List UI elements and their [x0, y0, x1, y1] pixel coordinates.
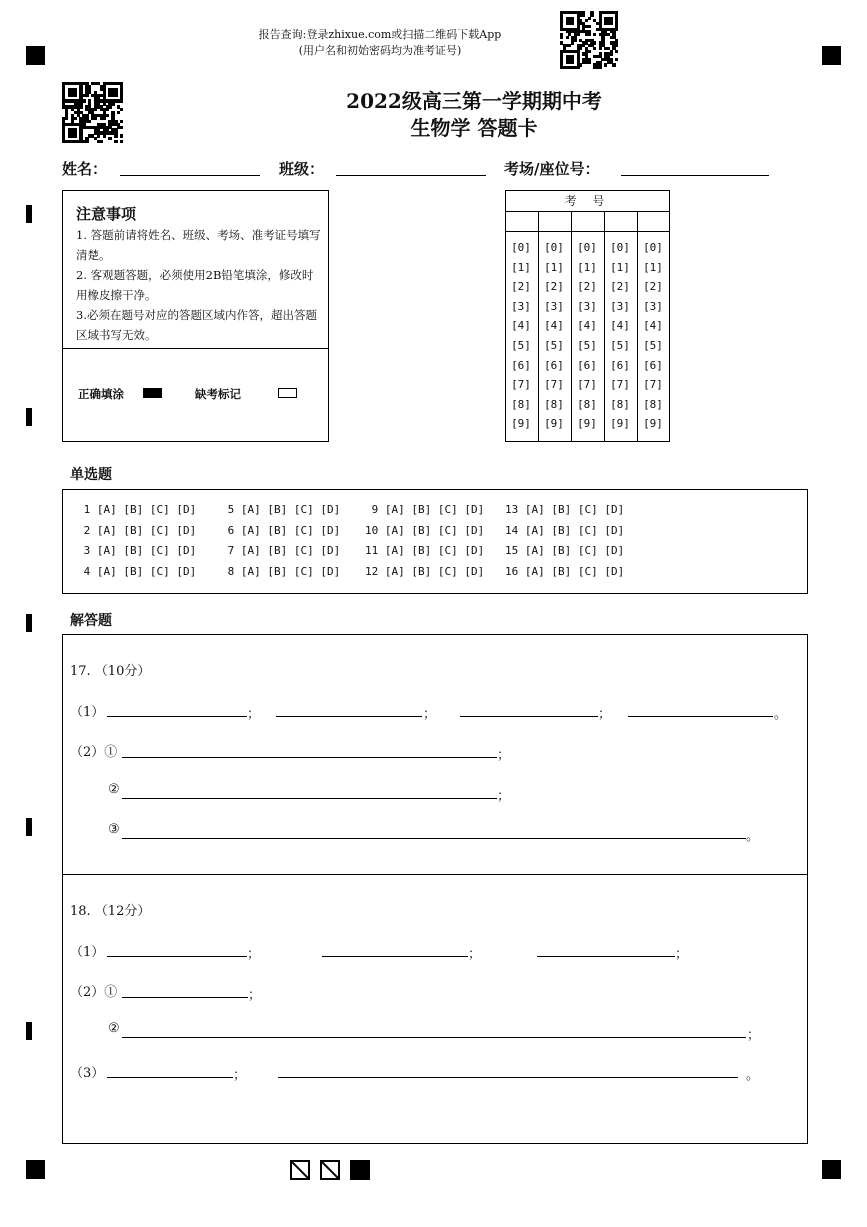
grid-line — [506, 211, 669, 212]
exam-digit-bubble[interactable]: [3] — [643, 299, 663, 313]
absent-mark-label: 缺考标记 — [195, 387, 241, 401]
name-field[interactable] — [120, 175, 260, 176]
q18-2-blank-2[interactable] — [122, 1037, 746, 1038]
exam-digit-bubble[interactable]: [3] — [577, 299, 597, 313]
absent-mark-checkbox[interactable] — [278, 388, 297, 398]
semicolon: ； — [248, 988, 262, 1003]
page-marker-box-crossed — [290, 1160, 310, 1180]
exam-digit-bubble[interactable]: [8] — [610, 397, 630, 411]
subject-title: 生物学 答题卡 — [410, 116, 538, 140]
single-choice-title: 单选题 — [70, 467, 112, 483]
exam-digit-bubble[interactable]: [2] — [544, 280, 564, 294]
question-divider — [62, 874, 808, 875]
exam-digit-bubble[interactable]: [4] — [511, 319, 531, 333]
exam-digit-bubble[interactable]: [3] — [610, 299, 630, 313]
q18-part2-label: （2）① — [70, 985, 118, 1000]
semicolon: ； — [675, 947, 689, 962]
registration-mark-top-left — [26, 46, 45, 65]
exam-digit-bubble[interactable]: [6] — [643, 358, 663, 372]
q17-1-blank-c[interactable] — [460, 716, 598, 717]
choice-item-2[interactable]: 2 [A] [B] [C] [D] — [77, 524, 197, 537]
class-field[interactable] — [336, 175, 486, 176]
exam-digit-bubble[interactable]: [8] — [511, 397, 531, 411]
choice-item-5[interactable]: 5 [A] [B] [C] [D] — [221, 503, 341, 516]
notes-item: 2. 客观题答题，必须使用2B铅笔填涂，修改时用橡皮擦干净。 — [76, 268, 314, 302]
qr-code-icon — [62, 82, 123, 143]
exam-digit-bubble[interactable]: [4] — [577, 319, 597, 333]
exam-digit-bubble[interactable]: [7] — [643, 378, 663, 392]
exam-digit-column[interactable] — [637, 238, 669, 434]
q18-1-blank-b[interactable] — [322, 956, 468, 957]
semicolon: ； — [247, 707, 261, 722]
exam-digit-bubble[interactable]: [1] — [610, 260, 630, 274]
exam-digit-column[interactable] — [571, 238, 603, 434]
seat-field[interactable] — [621, 175, 769, 176]
choice-item-9[interactable]: 9 [A] [B] [C] [D] — [365, 503, 485, 516]
correct-fill-sample — [143, 388, 162, 398]
q18-1-blank-c[interactable] — [537, 956, 675, 957]
exam-digit-bubble[interactable]: [7] — [544, 378, 564, 392]
exam-digit-bubble[interactable]: [1] — [643, 260, 663, 274]
q18-header: 18. （12分） — [70, 904, 151, 919]
answers-title: 解答题 — [70, 613, 112, 629]
q17-circle-2: ② — [108, 782, 120, 797]
q18-2-blank-1[interactable] — [122, 997, 248, 998]
name-label: 姓名： — [62, 160, 108, 178]
grid-line — [506, 231, 669, 232]
exam-digit-bubble[interactable]: [6] — [577, 358, 597, 372]
exam-digit-column[interactable] — [604, 238, 636, 434]
registration-mark-bottom-right — [822, 1160, 841, 1179]
exam-digit-bubble[interactable]: [9] — [610, 417, 630, 431]
choice-item-14[interactable]: 14 [A] [B] [C] [D] — [505, 524, 625, 537]
q18-part3-label: （3） — [70, 1066, 105, 1081]
exam-digit-bubble[interactable]: [9] — [511, 417, 531, 431]
choice-item-13[interactable]: 13 [A] [B] [C] [D] — [505, 503, 625, 516]
q17-2-blank-2[interactable] — [122, 798, 497, 799]
choice-item-7[interactable]: 7 [A] [B] [C] [D] — [221, 544, 341, 557]
registration-mark-bottom-left — [26, 1160, 45, 1179]
exam-digit-bubble[interactable]: [2] — [610, 280, 630, 294]
q17-1-blank-a[interactable] — [107, 716, 247, 717]
choice-item-15[interactable]: 15 [A] [B] [C] [D] — [505, 544, 625, 557]
exam-digit-bubble[interactable]: [7] — [511, 378, 531, 392]
exam-digit-bubble[interactable]: [1] — [577, 260, 597, 274]
exam-digit-bubble[interactable]: [0] — [610, 241, 630, 254]
semicolon: ； — [497, 748, 511, 763]
q17-part2-label: （2）① — [70, 745, 118, 760]
q18-part1-label: （1） — [70, 945, 105, 960]
exam-digit-bubble[interactable]: [0] — [577, 241, 597, 254]
timing-mark — [26, 1022, 32, 1040]
exam-digit-bubble[interactable]: [8] — [577, 397, 597, 411]
choice-item-12[interactable]: 12 [A] [B] [C] [D] — [365, 565, 485, 578]
semicolon: ； — [598, 707, 612, 722]
exam-digit-bubble[interactable]: [0] — [544, 241, 564, 254]
exam-digit-column[interactable] — [505, 238, 537, 434]
registration-mark-top-right — [822, 46, 841, 65]
q17-1-blank-d[interactable] — [628, 716, 773, 717]
q18-3-blank-a[interactable] — [107, 1077, 233, 1078]
exam-digit-bubble[interactable]: [5] — [544, 338, 564, 352]
semicolon: ； — [468, 947, 482, 962]
exam-digit-bubble[interactable]: [0] — [511, 241, 531, 254]
exam-digit-bubble[interactable]: [8] — [643, 397, 663, 411]
notes-item: 3.必须在题号对应的答题区域内作答，超出答题区域书写无效。 — [76, 308, 317, 342]
semicolon: ； — [233, 1068, 247, 1083]
correct-fill-label: 正确填涂 — [78, 387, 124, 401]
exam-digit-bubble[interactable]: [3] — [544, 299, 564, 313]
choice-item-10[interactable]: 10 [A] [B] [C] [D] — [365, 524, 485, 537]
notes-divider — [63, 348, 328, 349]
timing-mark — [26, 408, 32, 426]
q17-1-blank-b[interactable] — [276, 716, 422, 717]
exam-digit-bubble[interactable]: [2] — [643, 280, 663, 294]
timing-mark — [26, 818, 32, 836]
choice-item-3[interactable]: 3 [A] [B] [C] [D] — [77, 544, 197, 557]
exam-digit-bubble[interactable]: [6] — [610, 358, 630, 372]
exam-digit-bubble[interactable]: [6] — [511, 358, 531, 372]
timing-mark — [26, 205, 32, 223]
q18-1-blank-a[interactable] — [107, 956, 247, 957]
period: 。 — [774, 707, 788, 722]
semicolon: ； — [423, 707, 437, 722]
q18-circle-2: ② — [108, 1021, 120, 1036]
q18-3-blank-b[interactable] — [278, 1077, 738, 1078]
timing-mark — [26, 614, 32, 632]
exam-digit-bubble[interactable]: [8] — [544, 397, 564, 411]
exam-digit-bubble[interactable]: [6] — [544, 358, 564, 372]
q17-header: 17. （10分） — [70, 664, 151, 679]
exam-digit-bubble[interactable]: [5] — [511, 338, 531, 352]
exam-digit-bubble[interactable]: [1] — [511, 260, 531, 274]
exam-digit-bubble[interactable]: [2] — [511, 280, 531, 294]
page-marker-box-crossed — [320, 1160, 340, 1180]
semicolon: ； — [497, 789, 511, 804]
exam-digit-bubble[interactable]: [7] — [577, 378, 597, 392]
choice-item-8[interactable]: 8 [A] [B] [C] [D] — [221, 565, 341, 578]
exam-digit-bubble[interactable]: [5] — [643, 338, 663, 352]
exam-digit-bubble[interactable]: [3] — [511, 299, 531, 313]
notes-box — [62, 190, 329, 442]
choice-item-11[interactable]: 11 [A] [B] [C] [D] — [365, 544, 485, 557]
exam-digit-bubble[interactable]: [4] — [544, 319, 564, 333]
notes-item: 1. 答题前请将姓名、班级、考场、准考证号填写清楚。 — [76, 228, 321, 262]
exam-digit-bubble[interactable]: [9] — [643, 417, 663, 431]
report-login-hint: (用户名和初始密码均为准考证号) — [298, 44, 462, 57]
q17-2-blank-3[interactable] — [122, 838, 746, 839]
exam-digit-bubble[interactable]: [4] — [643, 319, 663, 333]
choice-item-6[interactable]: 6 [A] [B] [C] [D] — [221, 524, 341, 537]
choice-item-1[interactable]: 1 [A] [B] [C] [D] — [77, 503, 197, 516]
q17-part1-label: （1） — [70, 705, 105, 720]
report-query-text: 报告查询:登录zhixue.com或扫描二维码下载App — [258, 28, 502, 41]
notes-list — [76, 225, 321, 345]
choice-item-16[interactable]: 16 [A] [B] [C] [D] — [505, 565, 625, 578]
exam-title: 2022级高三第一学期期中考 — [346, 89, 602, 113]
seat-label: 考场/座位号： — [504, 160, 600, 178]
period: 。 — [746, 829, 760, 844]
choice-item-4[interactable]: 4 [A] [B] [C] [D] — [77, 565, 197, 578]
exam-digit-bubble[interactable]: [2] — [577, 280, 597, 294]
exam-digit-bubble[interactable]: [5] — [577, 338, 597, 352]
class-label: 班级： — [279, 160, 325, 178]
q17-circle-3: ③ — [108, 822, 120, 837]
exam-digit-bubble[interactable]: [7] — [610, 378, 630, 392]
notes-title: 注意事项 — [76, 205, 137, 223]
exam-digit-bubble[interactable]: [9] — [544, 417, 564, 431]
semicolon: ； — [247, 947, 261, 962]
period: 。 — [746, 1068, 760, 1083]
semicolon: ； — [747, 1028, 761, 1043]
exam-digit-bubble[interactable]: [5] — [610, 338, 630, 352]
exam-digit-column[interactable] — [538, 238, 570, 434]
exam-digit-bubble[interactable]: [9] — [577, 417, 597, 431]
exam-digit-bubble[interactable]: [0] — [643, 241, 663, 254]
exam-digit-bubble[interactable]: [1] — [544, 260, 564, 274]
page-marker-box-filled — [350, 1160, 370, 1180]
exam-number-header: 考 号 — [564, 194, 611, 208]
q17-2-blank-1[interactable] — [122, 757, 497, 758]
exam-digit-bubble[interactable]: [4] — [610, 319, 630, 333]
qr-code-icon — [560, 11, 618, 69]
